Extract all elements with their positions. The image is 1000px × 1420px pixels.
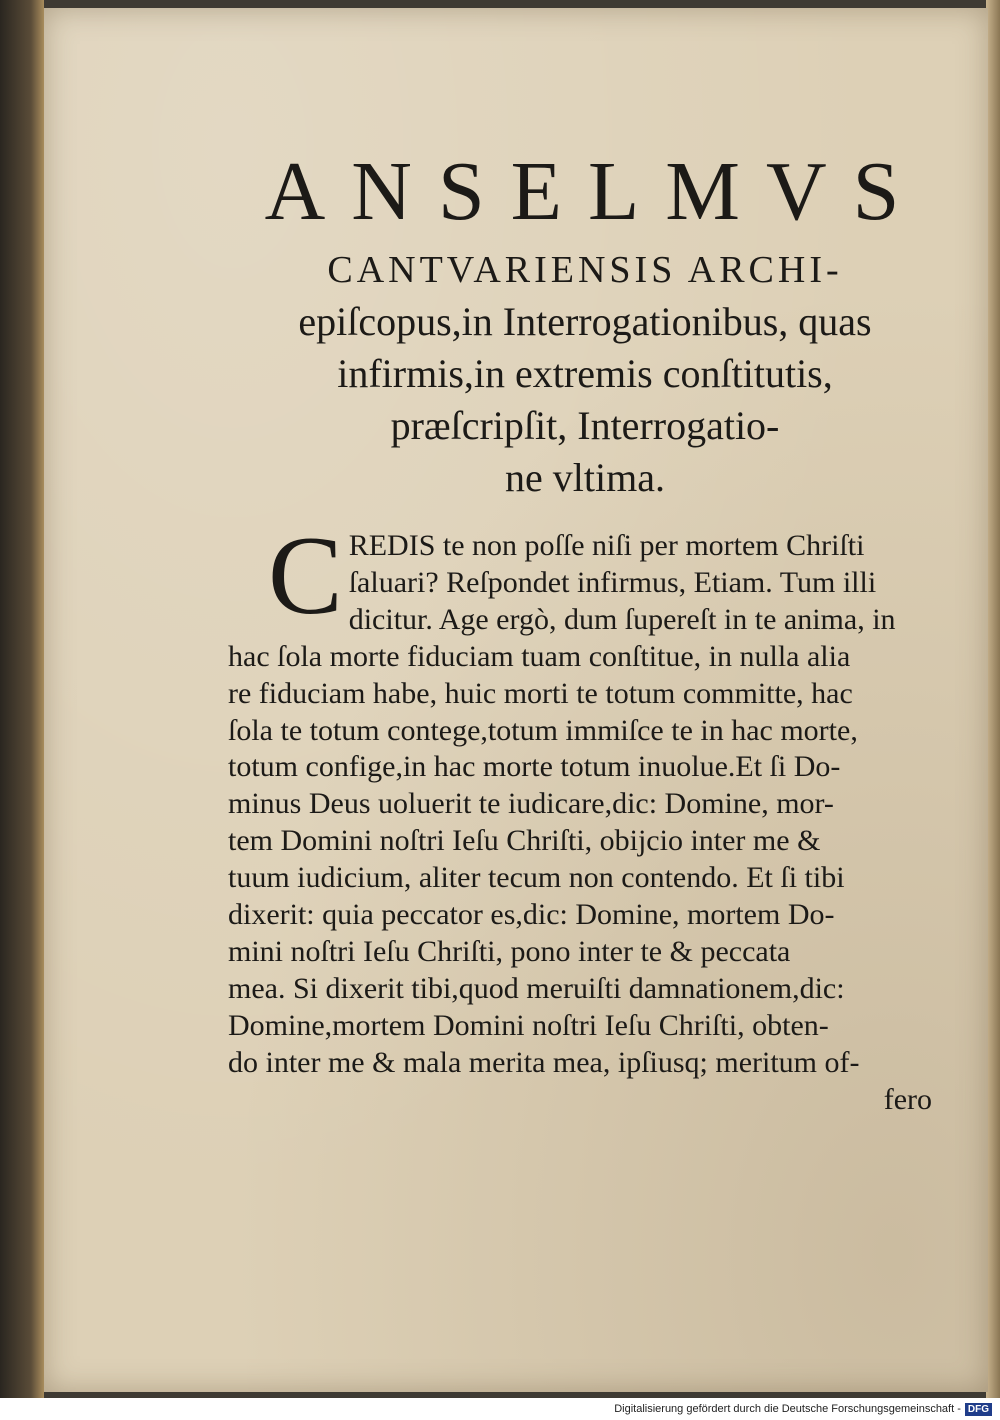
footer-credit: Digitalisierung gefördert durch die Deutsche Forschungsgemeinschaft - — [614, 1403, 961, 1415]
body-line: tem Domini noſtri Ieſu Chriſti, obijcio inter me & — [228, 824, 821, 858]
body-line: ſola te totum contege,totum immiſce te in hac morte, — [228, 713, 858, 747]
footer-bar — [0, 1398, 1000, 1420]
body-line: dicitur. Age ergò, dum ſupereſt in te anima, in — [348, 602, 896, 636]
body-line: dixerit: quia peccator es,dic: Domine, mortem Do- — [228, 898, 835, 932]
title-line: præſcripſit, Interrogatio- — [390, 403, 780, 448]
body-line: do inter me & mala merita mea, ipſiusq; meritum of- — [228, 1045, 860, 1079]
title-line: infirmis,in extremis conſtitutis, — [337, 351, 833, 396]
catchword: fero — [883, 1082, 932, 1116]
body-line: totum confige,in hac morte totum inuolue.Et ſi Do- — [228, 750, 841, 784]
book-gutter — [0, 0, 44, 1398]
body-line: mini noſtri Ieſu Chriſti, pono inter te & peccata — [228, 934, 791, 968]
body-line: re fiduciam habe, huic morti te totum committe, hac — [228, 676, 853, 710]
title-line: ne vltima. — [505, 455, 665, 500]
body-line: hac ſola morte fiduciam tuam conſtitue, in nulla alia — [228, 639, 851, 673]
page-edge — [986, 0, 1000, 1398]
body-line: REDIS te non poſſe niſi per mortem Chriſti — [348, 529, 865, 562]
body-line: minus Deus uoluerit te iudicare,dic: Domine, mor- — [228, 787, 834, 821]
body-line: ſaluari? Reſpondet infirmus, Etiam. Tum illi — [348, 565, 877, 599]
body-line: Domine,mortem Domini noſtri Ieſu Chriſti, obten- — [228, 1008, 829, 1042]
body-text — [228, 514, 948, 1119]
body-line: mea. Si dixerit tibi,quod meruiſti damnationem,dic: — [228, 971, 845, 1005]
title-block — [230, 140, 940, 504]
title-line: CANTVARIENSIS ARCHI- — [327, 249, 843, 291]
drop-cap: C — [268, 514, 343, 638]
dfg-logo: DFG — [965, 1403, 992, 1416]
title-line: epiſcopus,in Interrogationibus, quas — [298, 299, 872, 344]
body-line: tuum iudicium, aliter tecum non contendo. Et ſi tibi — [228, 861, 845, 895]
title-main: ANSELMVS — [264, 145, 926, 238]
